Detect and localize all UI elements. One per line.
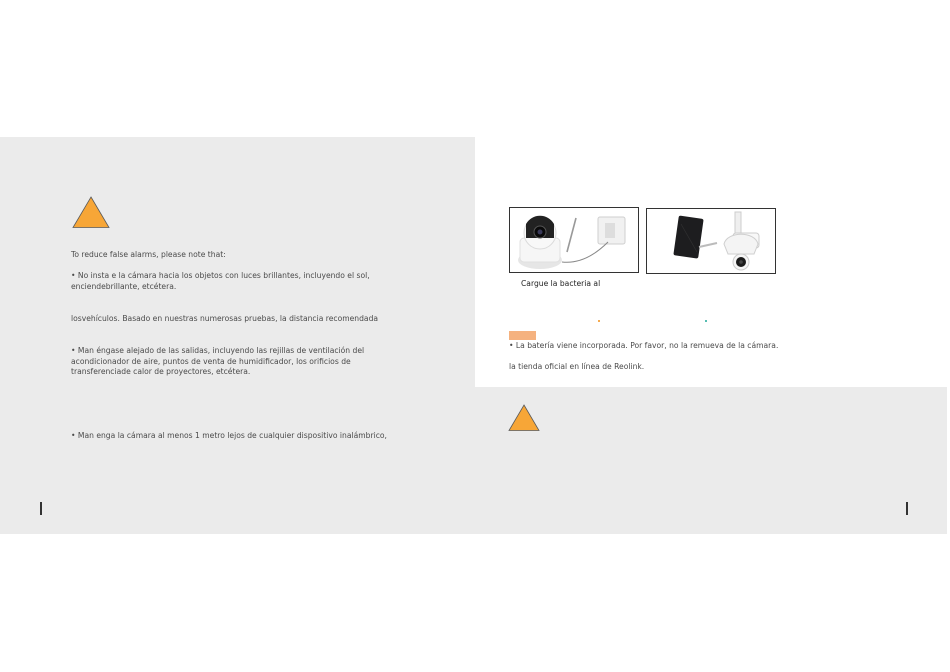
bullet-wireless: • Man enga la cámara al menos 1 metro lejos de cualquier dispositivo inalámbrico, (71, 431, 387, 440)
official-store-text: la tienda oficial en línea de Reolink. (509, 362, 645, 371)
bullet-bright-lights: • No insta e la cámara hacia los objetos con luces brillantes, incluyendo el sol, enciendebrillante, etcétera. (71, 271, 370, 291)
bullet-vents: • Man éngase alejado de las salidas, incluyendo las rejillas de ventilación del acondicionador de aire, puntos de venta de humidificador, los orificios de transferenciade calor de proyectores, etcétera. (71, 346, 365, 376)
warning-triangle-icon (508, 404, 540, 432)
teal-dot-indicator (705, 320, 707, 322)
false-alarm-intro: To reduce false alarms, please note that: (71, 250, 226, 259)
distance-fragment: losvehículos. Basado en nuestras numerosas pruebas, la distancia recomendada (71, 314, 379, 323)
note-tag (509, 331, 536, 340)
page-marker-left (40, 502, 42, 515)
right-page-bottom-background (475, 387, 947, 534)
page-marker-right (906, 502, 908, 515)
camera-charging-photo (509, 207, 639, 273)
charge-battery-caption: Cargue la bacteria al (521, 279, 601, 288)
warning-triangle-icon (72, 196, 110, 229)
solar-panel-camera-photo (646, 208, 776, 274)
battery-note: • La batería viene incorporada. Por favor, no la remueva de la cámara. (509, 341, 779, 350)
orange-dot-indicator (598, 320, 600, 322)
